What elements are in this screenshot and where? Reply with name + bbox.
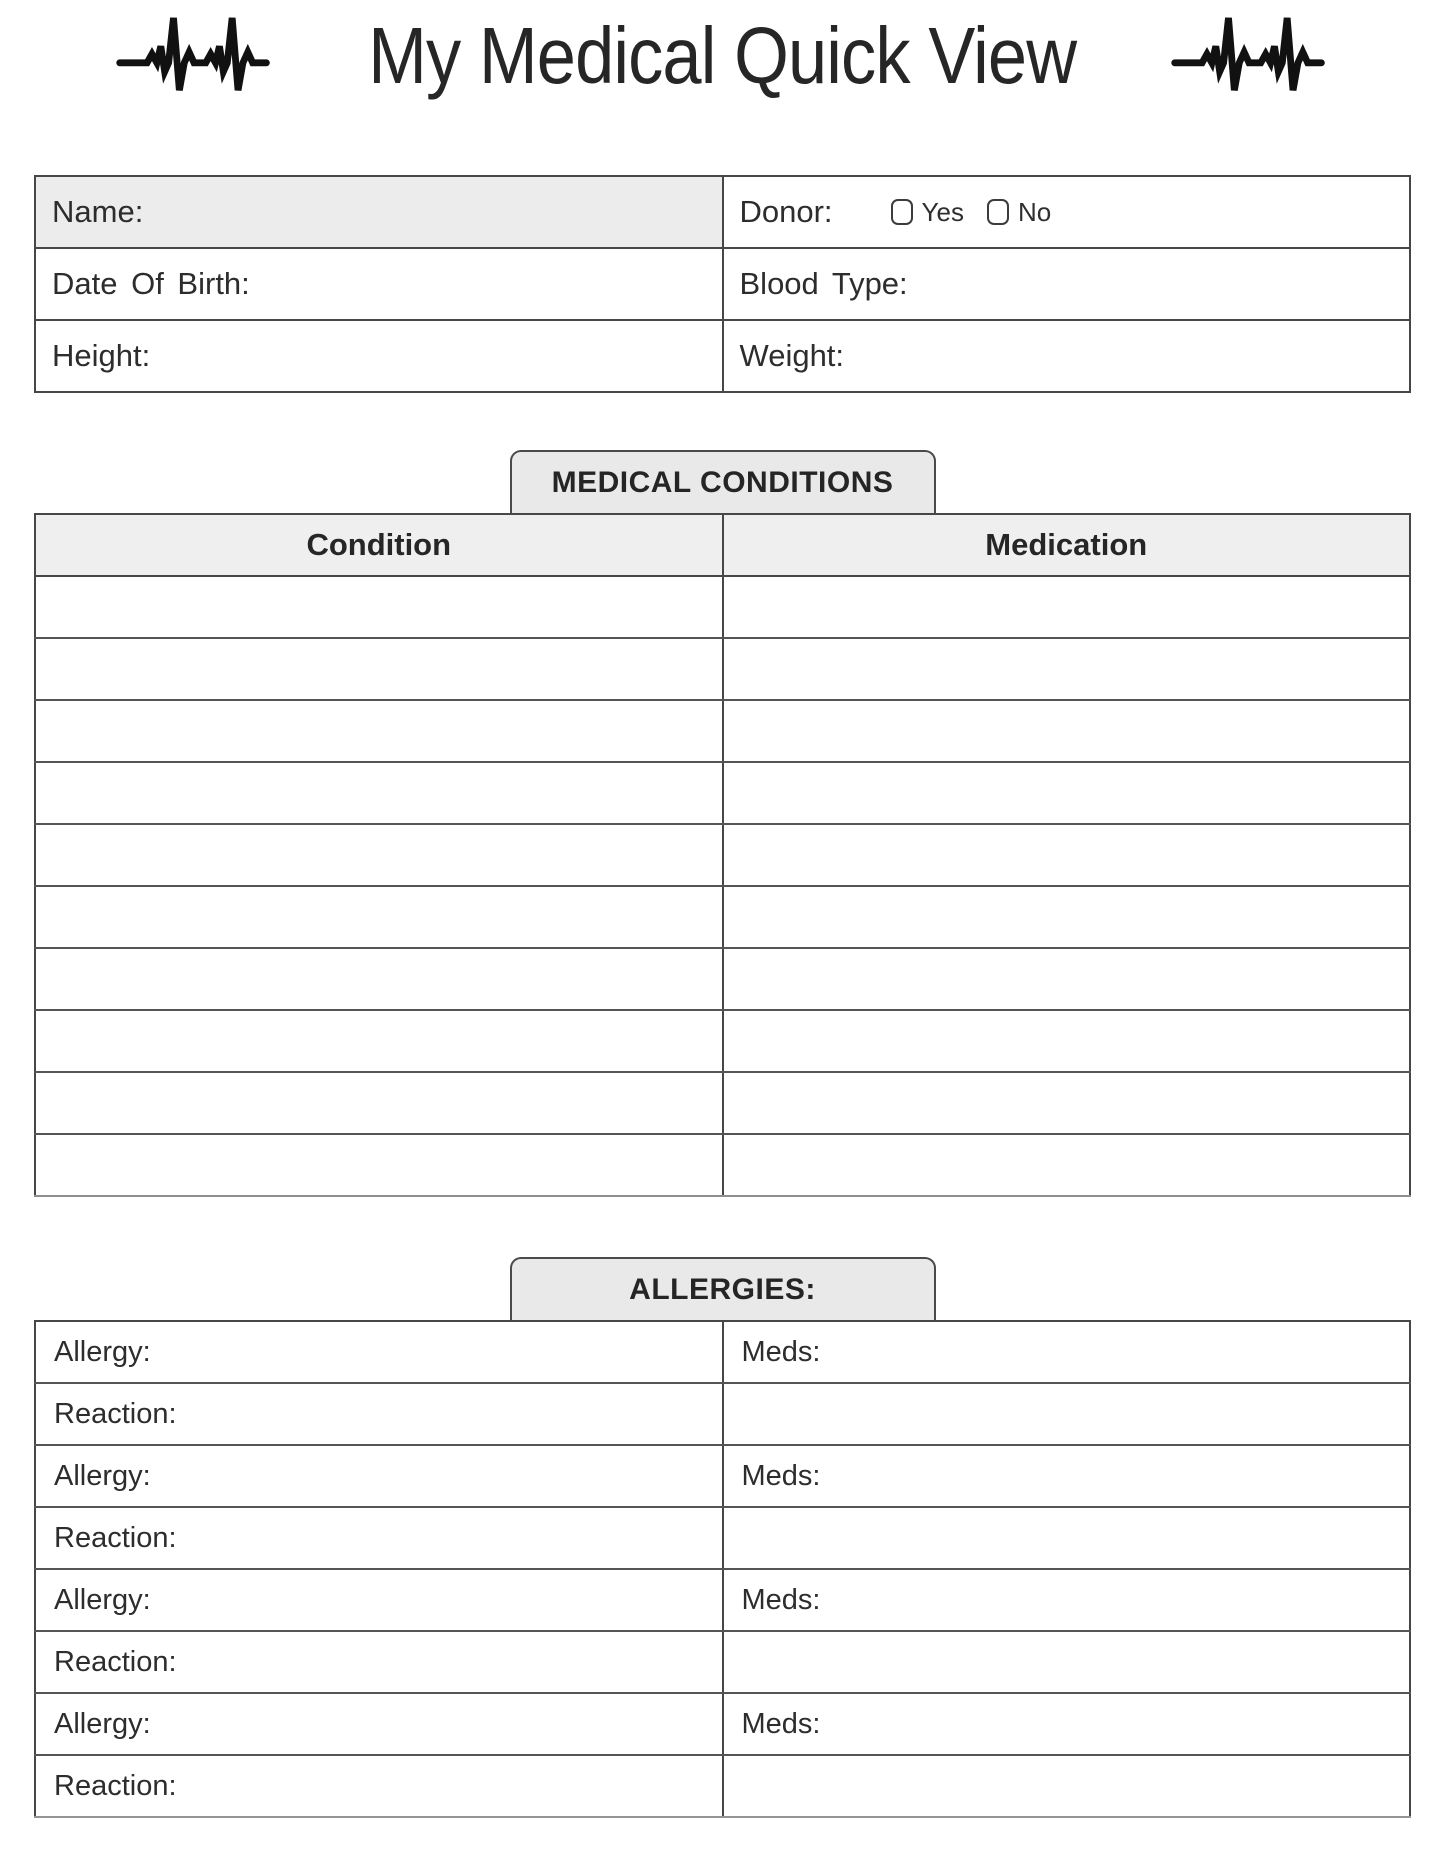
donor-no-checkbox[interactable]: [987, 199, 1009, 225]
allergy-label: Allergy:: [54, 1707, 151, 1740]
table-row: [35, 248, 1410, 320]
page-header: [0, 0, 1445, 100]
name-label: Name:: [52, 194, 144, 229]
reaction-field[interactable]: [35, 1507, 723, 1569]
condition-cell[interactable]: [35, 1010, 723, 1072]
reaction-field[interactable]: [35, 1383, 723, 1445]
meds-label: Meds:: [741, 1459, 821, 1492]
reaction-row: [35, 1507, 1410, 1569]
condition-row: [35, 886, 1410, 948]
condition-cell[interactable]: [35, 824, 723, 886]
condition-column-header: Condition: [35, 514, 723, 576]
condition-cell[interactable]: [35, 700, 723, 762]
reaction-row: [35, 1631, 1410, 1693]
ekg-heartbeat-icon: [1141, 12, 1359, 100]
allergy-label: Allergy:: [54, 1335, 151, 1368]
donor-options: [891, 197, 1066, 228]
medication-cell[interactable]: [723, 762, 1411, 824]
donor-label: Donor:: [739, 194, 833, 229]
blood-type-label: Blood Type:: [739, 266, 908, 301]
reaction-meds-cell[interactable]: [723, 1631, 1411, 1693]
medication-cell[interactable]: [723, 886, 1411, 948]
allergies-table: [34, 1320, 1411, 1818]
condition-row: [35, 762, 1410, 824]
donor-field: [723, 176, 1411, 248]
reaction-meds-cell[interactable]: [723, 1507, 1411, 1569]
medical-conditions-tab-label: MEDICAL CONDITIONS: [551, 465, 894, 499]
reaction-meds-cell[interactable]: [723, 1755, 1411, 1817]
condition-cell[interactable]: [35, 1134, 723, 1196]
table-row: [35, 176, 1410, 248]
condition-row: [35, 1010, 1410, 1072]
reaction-label: Reaction:: [54, 1645, 177, 1678]
page-title: My Medical Quick View: [368, 11, 1077, 100]
reaction-label: Reaction:: [54, 1769, 177, 1802]
blood-type-field[interactable]: [723, 248, 1411, 320]
reaction-meds-cell[interactable]: [723, 1383, 1411, 1445]
height-label: Height:: [52, 338, 151, 373]
donor-yes-label: Yes: [921, 196, 964, 227]
reaction-label: Reaction:: [54, 1397, 177, 1430]
condition-row: [35, 948, 1410, 1010]
meds-field[interactable]: [723, 1693, 1411, 1755]
medication-cell[interactable]: [723, 824, 1411, 886]
allergy-label: Allergy:: [54, 1459, 151, 1492]
conditions-header-row: [35, 514, 1410, 576]
allergy-row: [35, 1445, 1410, 1507]
condition-cell[interactable]: [35, 762, 723, 824]
allergy-field[interactable]: [35, 1693, 723, 1755]
dob-field[interactable]: [35, 248, 723, 320]
condition-row: [35, 700, 1410, 762]
condition-cell[interactable]: [35, 576, 723, 638]
meds-label: Meds:: [741, 1335, 821, 1368]
condition-row: [35, 824, 1410, 886]
allergy-row: [35, 1693, 1410, 1755]
condition-row: [35, 576, 1410, 638]
condition-cell[interactable]: [35, 1072, 723, 1134]
reaction-label: Reaction:: [54, 1521, 177, 1554]
condition-cell[interactable]: [35, 948, 723, 1010]
table-row: [35, 320, 1410, 392]
medication-column-header: Medication: [723, 514, 1411, 576]
allergy-label: Allergy:: [54, 1583, 151, 1616]
medication-cell[interactable]: [723, 700, 1411, 762]
dob-label: Date Of Birth:: [52, 266, 250, 301]
meds-field[interactable]: [723, 1321, 1411, 1383]
condition-row: [35, 638, 1410, 700]
meds-label: Meds:: [741, 1583, 821, 1616]
allergy-row: [35, 1569, 1410, 1631]
reaction-row: [35, 1755, 1410, 1817]
medication-cell[interactable]: [723, 1134, 1411, 1196]
weight-field[interactable]: [723, 320, 1411, 392]
allergy-field[interactable]: [35, 1445, 723, 1507]
medical-conditions-table: [34, 513, 1411, 1197]
condition-row: [35, 1072, 1410, 1134]
medication-cell[interactable]: [723, 948, 1411, 1010]
height-field[interactable]: [35, 320, 723, 392]
allergy-field[interactable]: [35, 1321, 723, 1383]
allergies-tab-label: ALLERGIES:: [629, 1272, 816, 1306]
name-field[interactable]: [35, 176, 723, 248]
medical-conditions-tab: [510, 450, 936, 513]
weight-label: Weight:: [739, 338, 845, 373]
meds-label: Meds:: [741, 1707, 821, 1740]
allergy-row: [35, 1321, 1410, 1383]
meds-field[interactable]: [723, 1569, 1411, 1631]
reaction-row: [35, 1383, 1410, 1445]
condition-row: [35, 1134, 1410, 1196]
medication-cell[interactable]: [723, 638, 1411, 700]
ekg-heartbeat-icon: [86, 12, 304, 100]
allergies-tab: [510, 1257, 936, 1320]
condition-cell[interactable]: [35, 638, 723, 700]
donor-no-label: No: [1017, 196, 1052, 227]
condition-cell[interactable]: [35, 886, 723, 948]
medication-cell[interactable]: [723, 576, 1411, 638]
reaction-field[interactable]: [35, 1631, 723, 1693]
donor-yes-checkbox[interactable]: [891, 199, 913, 225]
medication-cell[interactable]: [723, 1010, 1411, 1072]
meds-field[interactable]: [723, 1445, 1411, 1507]
patient-info-table: [34, 175, 1411, 393]
reaction-field[interactable]: [35, 1755, 723, 1817]
allergy-field[interactable]: [35, 1569, 723, 1631]
conditions-body: [35, 576, 1410, 1196]
medication-cell[interactable]: [723, 1072, 1411, 1134]
